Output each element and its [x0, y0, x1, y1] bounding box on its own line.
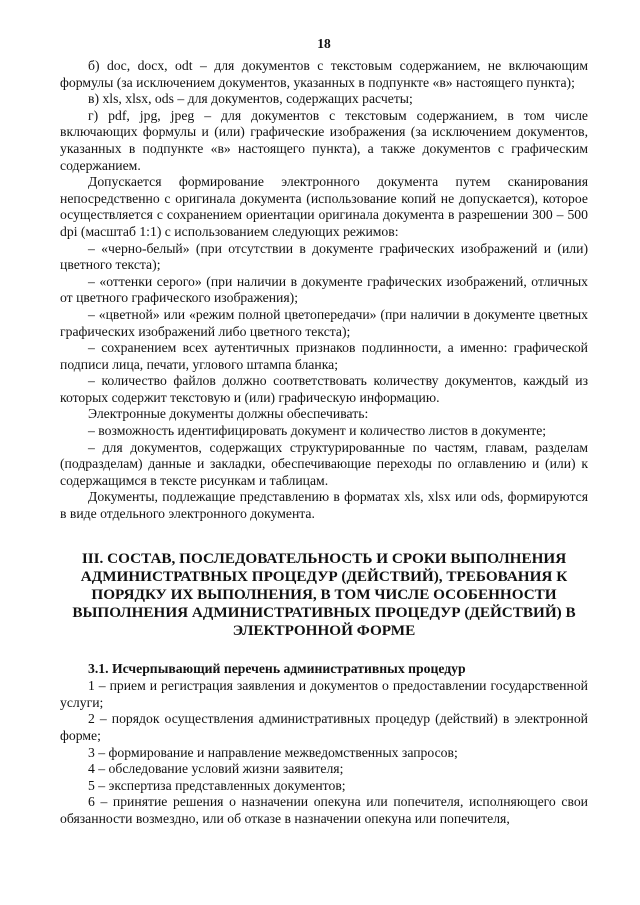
paragraph: г) pdf, jpg, jpeg – для документов с текстовым содержанием, в том числе включающих формулы и (или) графические изображения (за исключением документов, указанных в подпункте «в» настоящего пункта), а также документов с графическим содержанием. — [60, 107, 588, 173]
body-text-bottom — [60, 678, 588, 827]
paragraph: б) doc, docx, odt – для документов с текстовым содержанием, не включающим формулы (за исключением документов, указанных в подпункте «в» настоящего пункта); — [60, 58, 588, 90]
paragraph: – для документов, содержащих структурированные по частям, главам, разделам (подразделам) данные и закладки, обеспечивающие переходы по оглавлению и (или) к содержащимся в тексте рисункам и таблицам. — [60, 439, 588, 488]
paragraph: Документы, подлежащие представлению в форматах xls, xlsx или ods, формируются в виде отдельного электронного документа. — [60, 489, 588, 522]
page-number: 18 — [317, 36, 331, 51]
subheading: 3.1. Исчерпывающий перечень административных процедур — [88, 660, 466, 676]
body-text-top — [60, 58, 588, 523]
paragraph: Допускается формирование электронного документа путем сканирования непосредственно с оригинала документа (использование копий не допускается), которое осуществляется с сохранением ориентации оригинала документа в разрешении 300 – 500 dpi (масштаб 1:1) с использованием следующих режимов: — [60, 174, 588, 239]
list-item: 3 – формирование и направление межведомственных запросов; — [88, 744, 458, 760]
paragraph: – «черно-белый» (при отсутствии в документе графических изображений и (или) цветного текста); — [60, 240, 588, 273]
list-item: 1 – прием и регистрация заявления и документов о предоставлении государственной услуги; — [60, 678, 588, 710]
list-item: 4 – обследование условий жизни заявителя; — [88, 761, 344, 777]
paragraph: – возможность идентифицировать документ и количество листов в документе; — [88, 423, 547, 439]
list-item: 5 – экспертиза представленных документов; — [88, 777, 346, 793]
paragraph: в) xls, xlsx, ods – для документов, содержащих расчеты; — [88, 91, 413, 107]
list-item: 6 – принятие решения о назначении опекуна или попечителя, исполняющего свои обязанности возмездно, или об отказе в назначении опекуна или попечителя, — [60, 794, 588, 826]
paragraph: – количество файлов должно соответствовать количеству документов, каждый из которых содержит текстовую и (или) графическую информацию. — [60, 373, 588, 405]
paragraph: – «оттенки серого» (при наличии в документе графических изображений, отличных от цветного графического изображения); — [60, 273, 588, 306]
section-heading: III. СОСТАВ, ПОСЛЕДОВАТЕЛЬНОСТЬ И СРОКИ ВЫПОЛНЕНИЯ АДМИНИСТРАТВНЫХ ПРОЦЕДУР (ДЕЙСТВИЙ), ТРЕБОВАНИЯ К ПОРЯДКУ ИХ ВЫПОЛНЕНИЯ, В ТОМ ЧИСЛЕ ОСОБЕННОСТИ ВЫПОЛНЕНИЯ АДМИНИСТРАТИВНЫХ ПРОЦЕДУР (ДЕЙСТВИЙ) В ЭЛЕКТРОННОЙ ФОРМЕ — [72, 549, 576, 639]
paragraph: – «цветной» или «режим полной цветопередачи» (при наличии в документе цветных графических изображений либо цветного текста); — [60, 306, 588, 339]
paragraph: – сохранением всех аутентичных признаков подлинности, а именно: графической подписи лица, печати, углового штампа бланка; — [60, 340, 588, 372]
paragraph: Электронные документы должны обеспечивать: — [88, 406, 369, 422]
list-item: 2 – порядок осуществления административных процедур (действий) в электронной форме; — [60, 711, 588, 743]
